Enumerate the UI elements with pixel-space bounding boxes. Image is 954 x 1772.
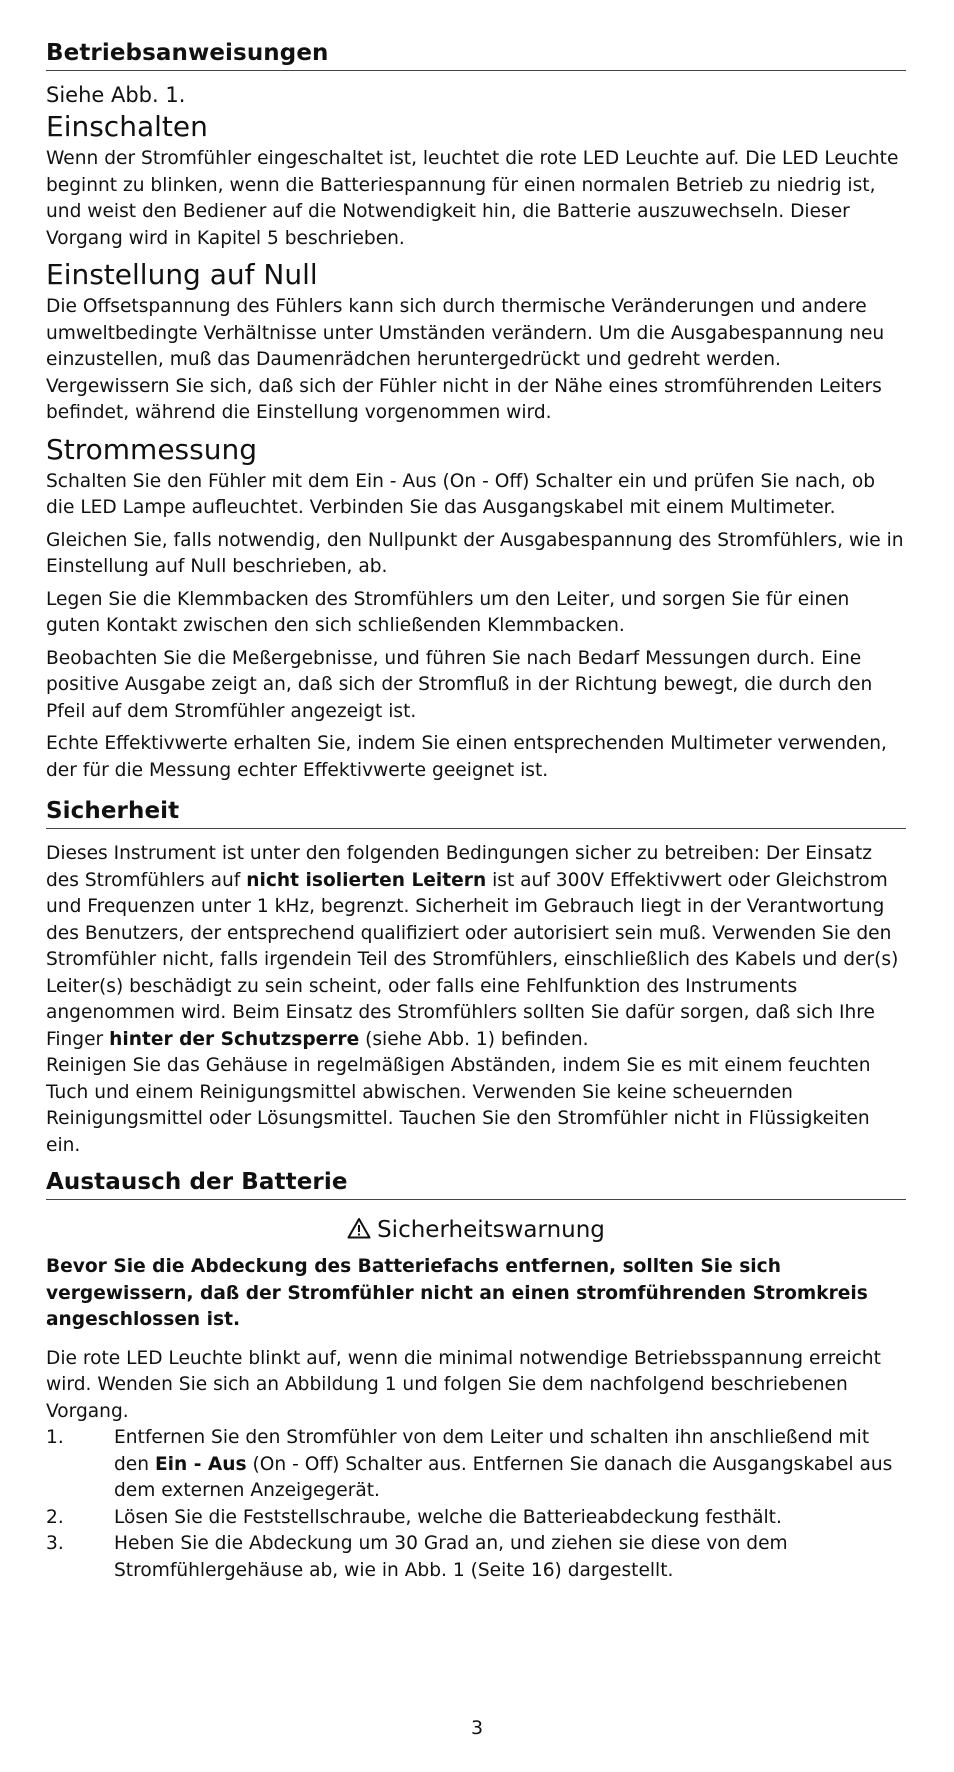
step-number: 2.: [46, 1506, 64, 1528]
safety-emphasis-2: hinter der Schutzsperre: [109, 1028, 360, 1050]
subheading-zero: Einstellung auf Null: [46, 258, 318, 291]
warning-title: [46, 1216, 906, 1246]
paragraph-measurement-1: Schalten Sie den Fühler mit dem Ein - Aus (On - Off) Schalter ein und prüfen Sie nach, ob die LED Lampe aufleuchtet. Verbinden Sie das Ausgangskabel mit einem Multimeter.: [46, 470, 876, 518]
section-heading-operating: Betriebsanweisungen: [46, 40, 906, 71]
step-text: [114, 1425, 906, 1505]
paragraph-switch-on: Wenn der Stromfühler eingeschaltet ist, leuchtet die rote LED Leuchte auf. Die LED Leuchte beginnt zu blinken, wenn die Batteriespannung für einen normalen Betrieb zu niedrig ist, und weist den Bediener auf die Notwendigkeit hin, die Batterie auszuwechseln. Dieser Vorgang wird in Kapitel 5 beschrieben.: [46, 148, 899, 249]
safety-text-1: Dieses Instrument ist unter den folgenden Bedingungen sicher zu betreiben: Der Einsatz des Stromfühlers auf: [46, 843, 873, 891]
list-item: [46, 1505, 906, 1532]
step-text: Heben Sie die Abdeckung um 30 Grad an, und ziehen sie diese von dem Stromfühlergehäuse ab, wie in Abb. 1 (Seite 16) dargestellt.: [114, 1533, 788, 1581]
warning-triangle-icon: [347, 1217, 371, 1246]
warning-text: Bevor Sie die Abdeckung des Batteriefachs entfernen, sollten Sie sich vergewissern, daß der Stromfühler nicht an einen stromführenden Stromkreis angeschlossen ist.: [46, 1256, 868, 1330]
step1-text-c: (On - Off) Schalter aus. Entfernen Sie danach die Ausgangskabel aus dem externen Anzeigegerät.: [114, 1453, 893, 1501]
subheading-measurement: Strommessung: [46, 432, 257, 466]
paragraph-zero: Die Offsetspannung des Fühlers kann sich durch thermische Veränderungen und andere umweltbedingte Verhältnisse unter Umständen verändern. Um die Ausgabespannung neu einzustellen, muß das Daumenrädchen heruntergedrückt und gedreht werden. Vergewissern Sie sich, daß sich der Fühler nicht in der Nähe eines stromführenden Leiters befindet, während die Einstellung vorgenommen wird.: [46, 296, 885, 423]
safety-emphasis-1: nicht isolierten Leitern: [246, 869, 487, 891]
paragraph-safety-2: Reinigen Sie das Gehäuse in regelmäßigen Abständen, indem Sie es mit einem feuchten Tuch und einem Reinigungsmittel abwischen. Verwenden Sie keine scheuernden Reinigungsmittel oder Lösungsmittel. Tauchen Sie den Stromfühler nicht in Flüssigkeiten ein.: [46, 1055, 871, 1156]
paragraph-measurement-2: Gleichen Sie, falls notwendig, den Nullpunkt der Ausgabespannung des Stromfühlers, wie in Einstellung auf Null beschrieben, ab.: [46, 529, 904, 577]
paragraph-measurement-3: Legen Sie die Klemmbacken des Stromfühlers um den Leiter, und sorgen Sie für einen guten Kontakt zwischen den sich schließenden Klemmbacken.: [46, 588, 850, 636]
list-item: [46, 1425, 906, 1505]
safety-text-2: ist auf 300V Effektivwert oder Gleichstrom und Frequenzen unter 1 kHz, begrenzt. Sicherheit im Gebrauch liegt in der Verantwortung des Benutzers, der entsprechend qualifiziert oder autorisiert sein muß. Verwenden Sie den Stromfühler nicht, falls irgendein Teil des Stromfühlers, einschließlich des Kabels und der(s) Leiter(s) beschädigt zu sein scheint, oder falls eine Fehlfunktion des Instruments angenommen wird. Beim Einsatz des Stromfühlers sollten Sie dafür sorgen, daß sich Ihre Finger: [46, 869, 899, 1050]
paragraph-battery-intro: Die rote LED Leuchte blinkt auf, wenn die minimal notwendige Betriebsspannung erreicht wird. Wenden Sie sich an Abbildung 1 und folgen Sie dem nachfolgend beschriebenen Vorgang.: [46, 1347, 881, 1422]
paragraph-measurement-4: Beobachten Sie die Meßergebnisse, und führen Sie nach Bedarf Messungen durch. Eine positive Ausgabe zeigt an, daß sich der Stromfluß in der Richtung bewegt, die durch den Pfeil auf dem Stromfühler angezeigt ist.: [46, 647, 873, 722]
paragraph-measurement-5: Echte Effektivwerte erhalten Sie, indem Sie einen entsprechenden Multimeter verwenden, der für die Messung echter Effektivwerte geeignet ist.: [46, 733, 887, 781]
subheading-switch-on: Einschalten: [46, 110, 208, 143]
section-heading-safety: Sicherheit: [46, 798, 906, 829]
step1-text-a: Entfernen Sie den Stromfühler von dem Leiter und schalten ihn anschließend mit den: [114, 1427, 870, 1475]
paragraph-safety-1: [46, 841, 906, 1053]
manual-page: [46, 40, 906, 1584]
step-number: 1.: [46, 1427, 64, 1448]
battery-steps-list: [46, 1425, 906, 1584]
section-heading-battery: Austausch der Batterie: [46, 1169, 906, 1200]
safety-text-3: (siehe Abb. 1) befinden.: [359, 1028, 589, 1050]
page-number: 3: [470, 1717, 484, 1739]
see-figure-note: Siehe Abb. 1.: [46, 83, 186, 107]
list-item: [46, 1531, 906, 1584]
warning-title-text: Sicherheitswarnung: [377, 1217, 605, 1243]
step-text: Lösen Sie die Feststellschraube, welche die Batterieabdeckung festhält.: [114, 1506, 782, 1528]
step1-emphasis: Ein - Aus: [154, 1453, 247, 1475]
step-number: 3.: [46, 1533, 64, 1554]
